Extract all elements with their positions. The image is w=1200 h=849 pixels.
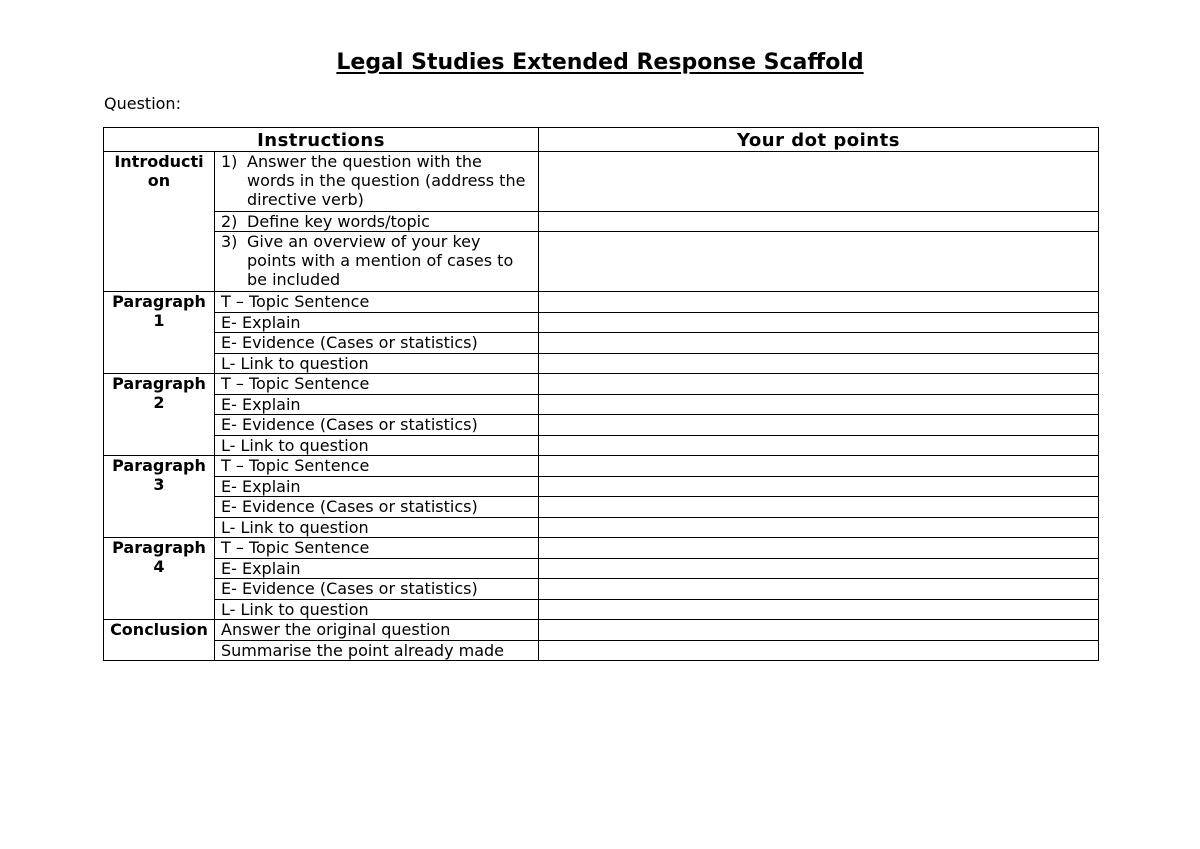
instruction-cell: E- Evidence (Cases or statistics) (215, 579, 539, 600)
instruction-text: Answer the question with the words in the question (address the directive verb) (247, 152, 526, 209)
list-number: 3) (221, 232, 238, 251)
instruction-cell: L- Link to question (215, 435, 539, 456)
section-label-paragraph-4: Paragraph 4 (104, 538, 215, 620)
table-row (104, 558, 1099, 579)
instruction-cell: T – Topic Sentence (215, 292, 539, 313)
table-row (104, 394, 1099, 415)
instruction-cell: L- Link to question (215, 599, 539, 620)
dot-points-cell[interactable] (539, 212, 1099, 232)
instruction-cell (215, 232, 539, 292)
instruction-cell: E- Explain (215, 476, 539, 497)
instruction-cell: E- Evidence (Cases or statistics) (215, 415, 539, 436)
dot-points-cell[interactable] (539, 394, 1099, 415)
dot-points-cell[interactable] (539, 232, 1099, 292)
dot-points-cell[interactable] (539, 152, 1099, 212)
table-row (104, 640, 1099, 661)
table-row (104, 599, 1099, 620)
table-row (104, 497, 1099, 518)
section-label-paragraph-1: Paragraph 1 (104, 292, 215, 374)
section-label-paragraph-2: Paragraph 2 (104, 374, 215, 456)
instruction-cell: E- Explain (215, 312, 539, 333)
dot-points-header: Your dot points (539, 128, 1099, 152)
table-row (104, 312, 1099, 333)
dot-points-cell[interactable] (539, 517, 1099, 538)
instruction-cell: T – Topic Sentence (215, 538, 539, 559)
dot-points-cell[interactable] (539, 620, 1099, 641)
table-row (104, 579, 1099, 600)
list-number: 2) (221, 212, 238, 231)
table-row (104, 212, 1099, 232)
table-row (104, 374, 1099, 395)
dot-points-cell[interactable] (539, 599, 1099, 620)
dot-points-cell[interactable] (539, 333, 1099, 354)
dot-points-cell[interactable] (539, 456, 1099, 477)
table-row (104, 456, 1099, 477)
list-number: 1) (221, 152, 238, 171)
dot-points-cell[interactable] (539, 497, 1099, 518)
table-row (104, 415, 1099, 436)
dot-points-cell[interactable] (539, 415, 1099, 436)
dot-points-cell[interactable] (539, 292, 1099, 313)
instruction-text: Define key words/topic (247, 212, 430, 231)
dot-points-cell[interactable] (539, 558, 1099, 579)
question-label: Question: (104, 94, 181, 113)
scaffold-table (103, 127, 1099, 661)
table-row (104, 232, 1099, 292)
table-row (104, 476, 1099, 497)
instruction-cell: Summarise the point already made (215, 640, 539, 661)
table-row (104, 435, 1099, 456)
dot-points-cell[interactable] (539, 353, 1099, 374)
instruction-cell: Answer the original question (215, 620, 539, 641)
instruction-cell: E- Evidence (Cases or statistics) (215, 497, 539, 518)
table-row (104, 517, 1099, 538)
instruction-cell: L- Link to question (215, 517, 539, 538)
dot-points-cell[interactable] (539, 312, 1099, 333)
instruction-cell: E- Explain (215, 394, 539, 415)
table-row (104, 333, 1099, 354)
header-row (104, 128, 1099, 152)
dot-points-cell[interactable] (539, 476, 1099, 497)
dot-points-cell[interactable] (539, 538, 1099, 559)
table-row (104, 353, 1099, 374)
instruction-cell: T – Topic Sentence (215, 374, 539, 395)
section-label-conclusion: Conclusion (104, 620, 215, 661)
instruction-cell: L- Link to question (215, 353, 539, 374)
section-label-introduction: Introduction (104, 152, 215, 292)
instruction-cell (215, 152, 539, 212)
table-row (104, 620, 1099, 641)
dot-points-cell[interactable] (539, 640, 1099, 661)
dot-points-cell[interactable] (539, 579, 1099, 600)
instruction-cell: E- Explain (215, 558, 539, 579)
instruction-text: Give an overview of your key points with a mention of cases to be included (247, 232, 514, 289)
table-row (104, 538, 1099, 559)
document-title: Legal Studies Extended Response Scaffold (336, 50, 864, 75)
table-row (104, 152, 1099, 212)
instruction-cell: T – Topic Sentence (215, 456, 539, 477)
instruction-cell (215, 212, 539, 232)
table-row (104, 292, 1099, 313)
instructions-header: Instructions (104, 128, 539, 152)
instruction-cell: E- Evidence (Cases or statistics) (215, 333, 539, 354)
dot-points-cell[interactable] (539, 435, 1099, 456)
section-label-paragraph-3: Paragraph 3 (104, 456, 215, 538)
dot-points-cell[interactable] (539, 374, 1099, 395)
